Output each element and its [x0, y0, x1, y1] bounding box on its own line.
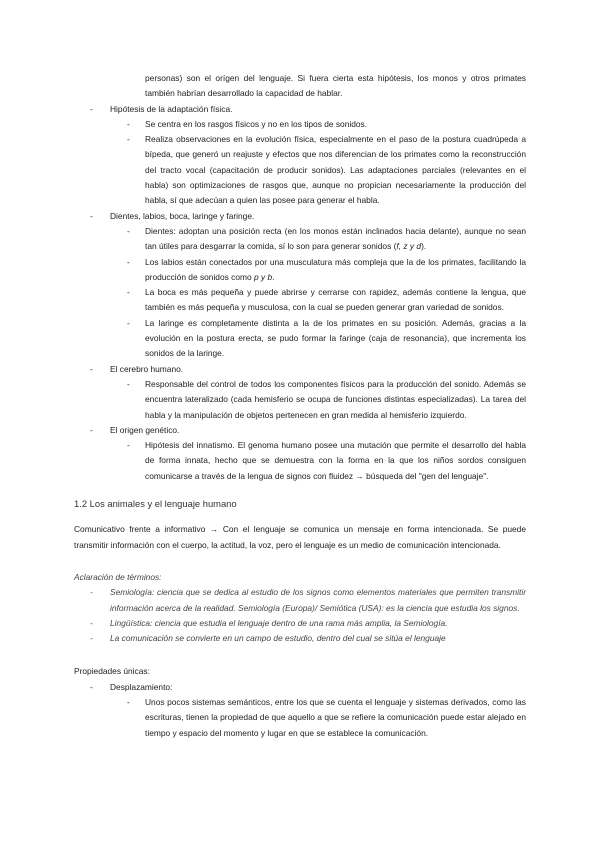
adaptacion-item-2: Realiza observaciones en la evolución física, especialmente en el paso de la postura cuadrúpeda a bípeda, que generó un reajuste y efectos que nos diferencian de los primates como la reconstrucción del tracto vocal (capacitación de producir sonidos). Las adaptaciones parciales (relevantes en el habla) son optimizaciones de rasgos que, aunque no propician necesariamente la producción del habla, sí que adecúan a quien las posee para generar el habla.: [145, 134, 526, 206]
bullet-dash: -: [127, 134, 130, 145]
aclaracion-title: Aclaración de términos:: [74, 571, 162, 582]
cerebro-title: El cerebro humano.: [110, 363, 184, 374]
list-item-genetico: [74, 423, 526, 438]
dientes-item-2: Los labios están conectados por una musculatura más compleja que la de los primates, facilitando la producción de sonidos como: [145, 256, 526, 282]
dientes-item-2-end: .: [272, 271, 275, 282]
genetico-item: Hipótesis del innatismo. El genoma humano posee una mutación que permite el desarrollo del habla de forma innata, hecho que se demuestra con la forma en la que los niños sordos consiguen comunicarse a través de la lengua de signos con fluidez → búsqueda del "gen del lenguaje".: [145, 440, 526, 481]
propiedades-title: Propiedades únicas:: [74, 666, 150, 677]
list-subitem: [74, 132, 526, 208]
bullet-dash: -: [90, 103, 93, 114]
list-item-linguistica: [74, 616, 526, 631]
list-subitem: [74, 695, 526, 741]
continuation-paragraph: personas) son el orígen del lenguaje. Si fuera cierta esta hipótesis, los monos y otros primates también habrían desarrollado la capacidad de hablar.: [145, 73, 526, 99]
aclaracion-item-1: Semiología: ciencia que se dedica al estudio de los signos como elementos materiales que permiten transmitir información acerca de la realidad. Semiología (Europa)/ Semiótica (USA): es la ciencia que estudia los signos.: [110, 587, 526, 613]
desplazamiento-title: Desplazamiento:: [110, 681, 173, 692]
list-subitem: [74, 316, 526, 362]
bullet-dash: -: [90, 210, 93, 221]
list-subitem: [74, 117, 526, 132]
dientes-item-1-italic: f, z y d: [396, 241, 422, 252]
dientes-title: Dientes, labios, boca, laringe y faringe.: [110, 210, 255, 221]
dientes-item-2-italic: p y b: [253, 271, 273, 282]
aclaracion-item-3: La comunicación se convierte en un campo de estudio, dentro del cual se sitúa el lenguaje: [110, 633, 446, 644]
list-item-cerebro: [74, 362, 526, 377]
aclaracion-item-2: Lingüística: ciencia que estudia el lenguaje dentro de una rama más amplia, la Semiología.: [110, 617, 448, 628]
bullet-dash: -: [90, 363, 93, 374]
genetico-title: El origen genético.: [110, 424, 180, 435]
cerebro-item: Responsable del control de todos los componentes físicos para la producción del sonido. Además se encuentra lateralizado (cada hemisferio se ocupa de funciones distintas especializadas). La tarea del habla y la manipulación de objetos pertenecen en gran medida al hemisferio izquierdo.: [145, 378, 526, 420]
bullet-dash: -: [127, 440, 130, 451]
list-subitem: [74, 285, 526, 316]
bullet-dash: -: [127, 378, 130, 389]
bullet-dash: -: [127, 287, 130, 298]
bullet-dash: -: [90, 633, 93, 644]
list-subitem: [74, 377, 526, 423]
list-item-desplazamiento: [74, 680, 526, 695]
bullet-dash: -: [90, 587, 93, 598]
bullet-dash: -: [127, 317, 130, 328]
dientes-item-3: La boca es más pequeña y puede abrirse y cerrarse con rapidez, además contiene la lengua, que también es más pequeña y musculosa, con la cual se pueden generar gran variedad de sonidos.: [145, 287, 526, 313]
bullet-dash: -: [127, 256, 130, 267]
list-item-semiologia: [74, 585, 526, 616]
list-item-adaptacion: [74, 102, 526, 117]
document-body: [74, 71, 526, 741]
adaptacion-title: Hipótesis de la adaptación física.: [110, 103, 233, 114]
list-subitem: [74, 255, 526, 286]
list-item-comunicacion: [74, 631, 526, 646]
desplazamiento-item: Unos pocos sistemas semánticos, entre los que se cuenta el lenguaje y sistemas derivados, como las escrituras, tienen la propiedad de que aquello a que se refiere la comunicación puede estar alejado en tiempo y espacio del momento y lugar en que se establece la comunicación.: [145, 696, 526, 738]
bullet-dash: -: [90, 424, 93, 435]
dientes-item-4: La laringe es completamente distinta a la de los primates en su posición. Además, gracias a la evolución en la postura erecta, se pudo formar la faringe (caja de resonancia), que incrementa los sonidos de la laringe.: [145, 317, 526, 359]
bullet-dash: -: [127, 118, 130, 129]
list-subitem: [74, 224, 526, 255]
spacer: [74, 561, 526, 570]
paragraph-comunicativo: Comunicativo frente a informativo → Con el lenguaje se comunica un mensaje en forma intencionada. Se puede transmitir información con el cuerpo, la actitud, la voz, pero el lenguaje es un medio de comunicación intencionada.: [74, 524, 526, 550]
list-item-dientes: [74, 209, 526, 224]
bullet-dash: -: [127, 225, 130, 236]
list-subitem: [74, 438, 526, 484]
bullet-dash: -: [90, 681, 93, 692]
dientes-item-1: Dientes: adoptan una posición recta (en los monos están inclinados hacia delante), aunque no sean tan útiles para desgarrar la comida, sí lo son para generar sonidos (: [145, 225, 526, 252]
bullet-dash: -: [127, 696, 130, 707]
spacer: [74, 655, 526, 664]
bullet-dash: -: [90, 617, 93, 628]
spacer: [74, 646, 526, 655]
dientes-item-1-end: ).: [421, 241, 427, 252]
adaptacion-item-1: Se centra en los rasgos físicos y no en los tipos de sonidos.: [145, 118, 368, 129]
section-heading: 1.2 Los animales y el lenguaje humano: [74, 498, 237, 510]
